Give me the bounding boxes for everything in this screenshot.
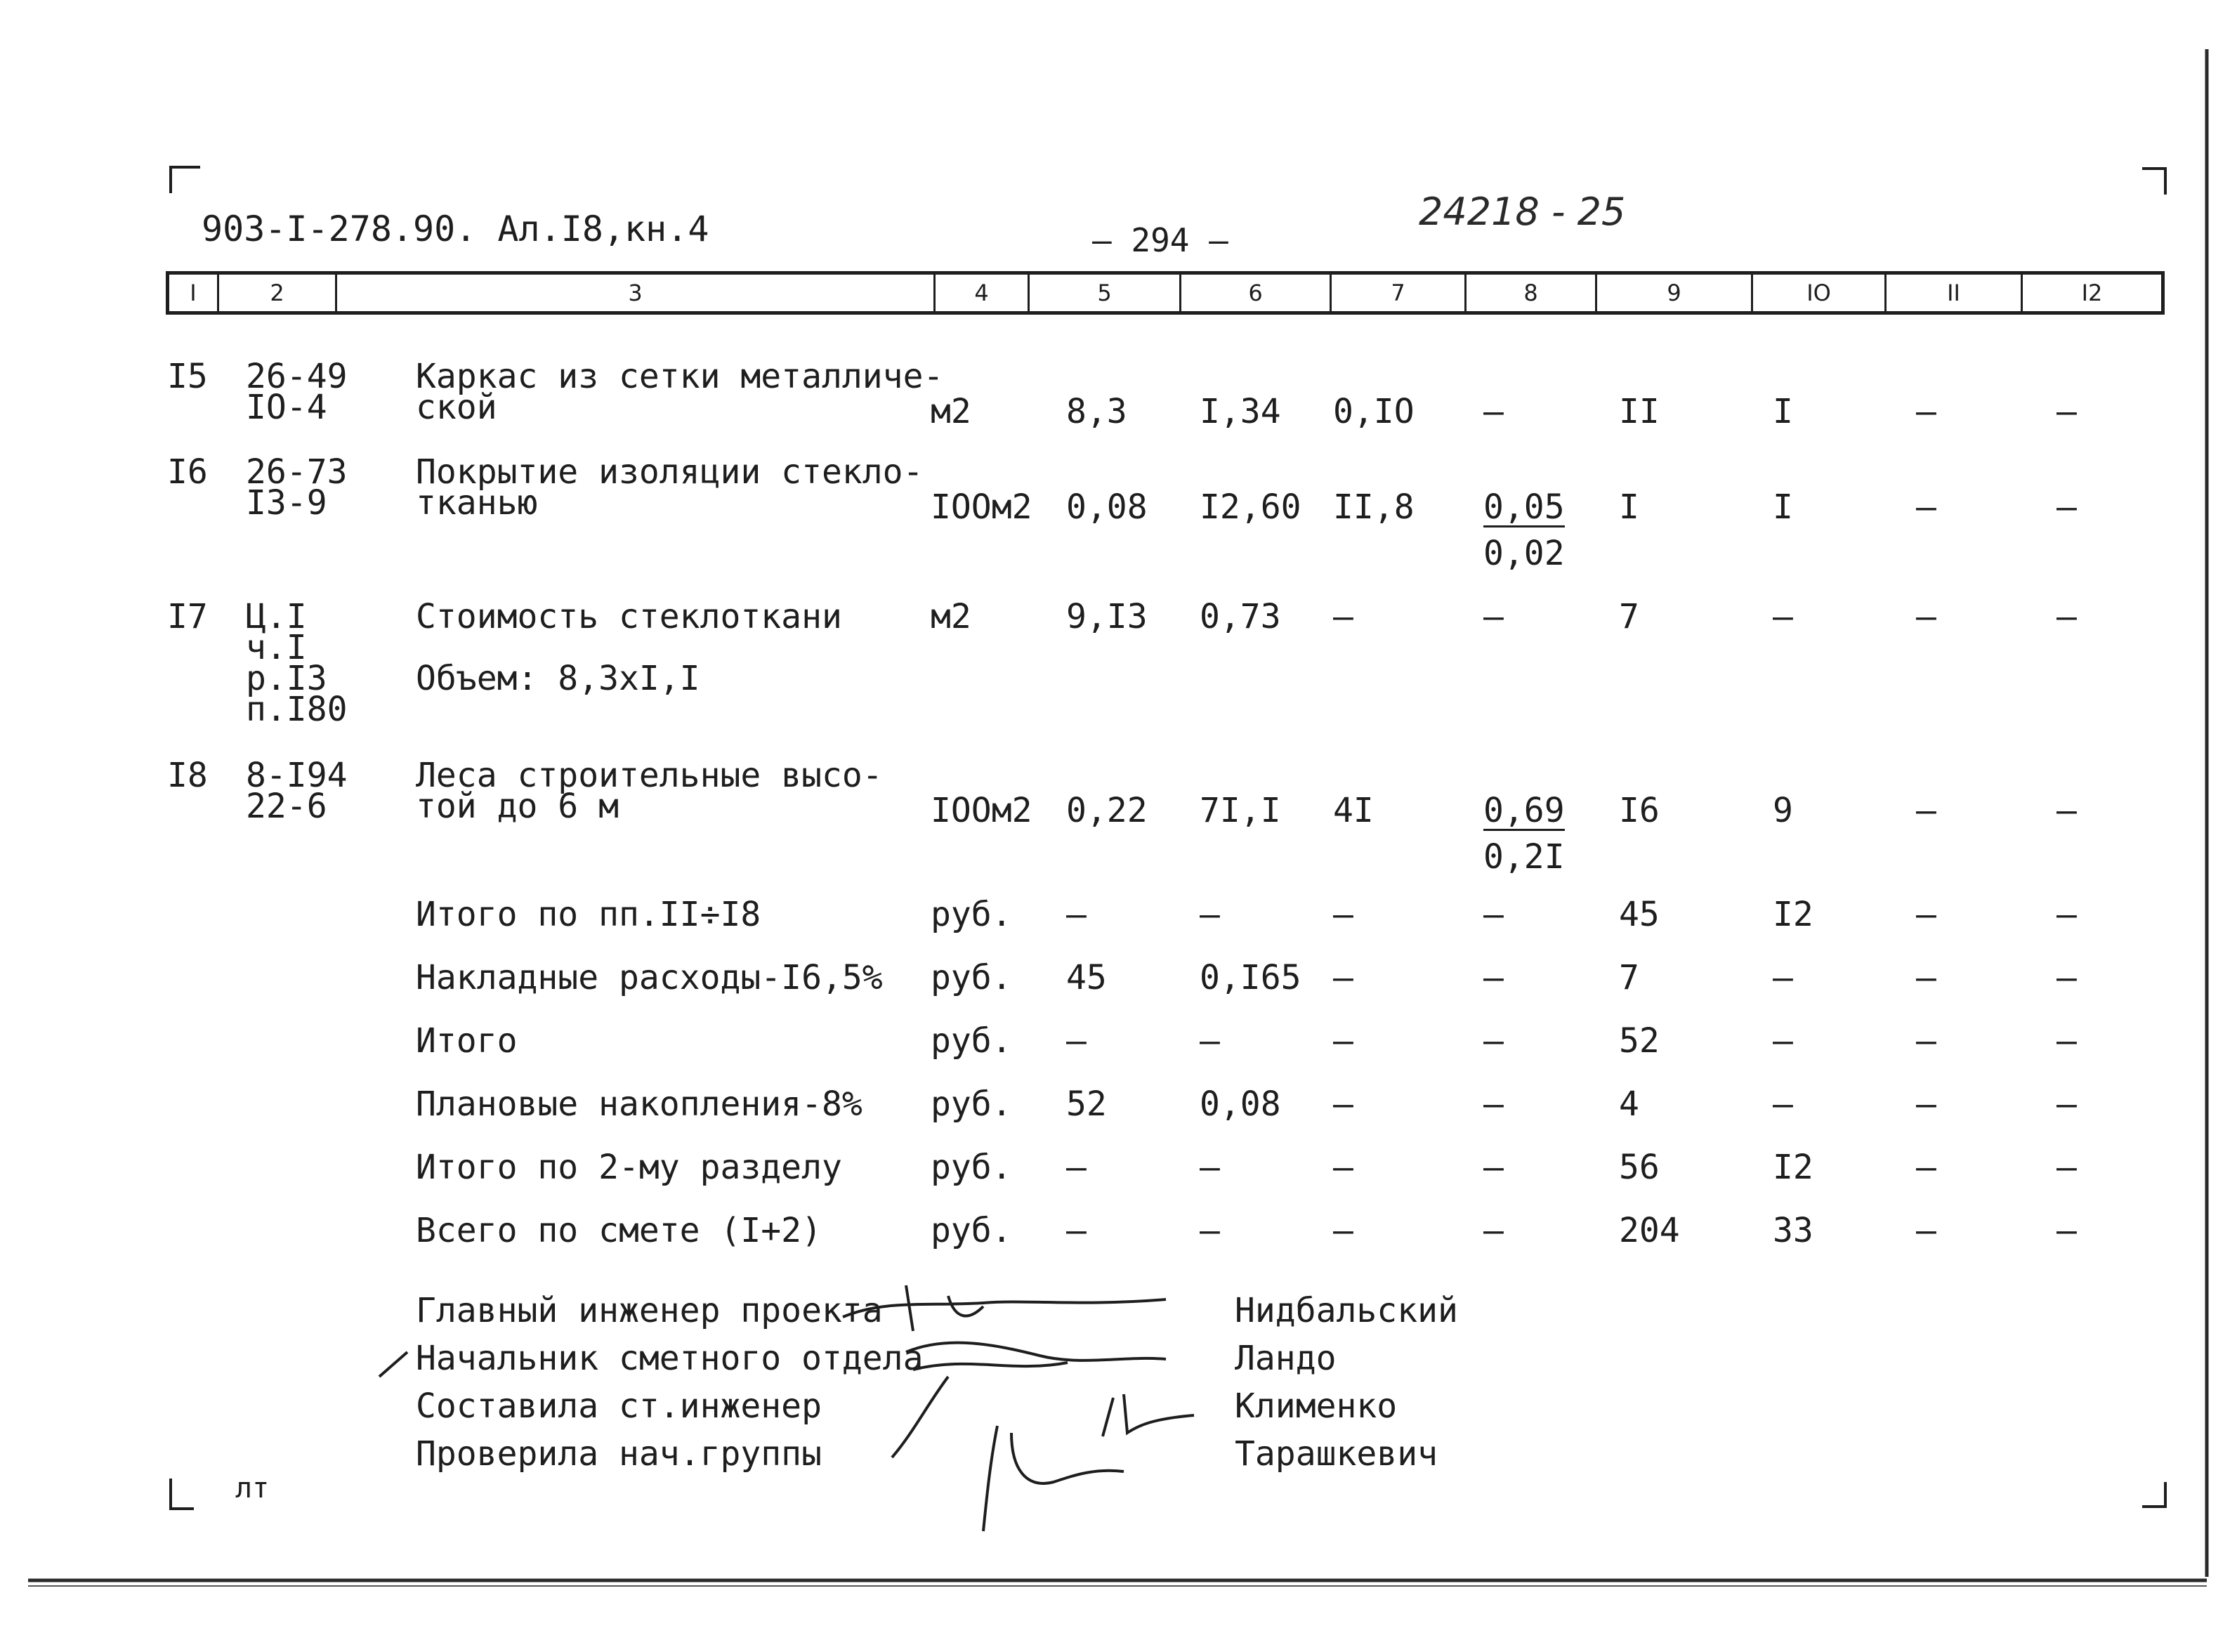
column-header: 8 [1464, 275, 1595, 311]
signature-role: Составила ст.инженер [416, 1386, 822, 1426]
value-col9: I [1619, 487, 1639, 527]
value-col7: 0,IO [1333, 392, 1415, 431]
column-header-row [166, 271, 2165, 315]
value-col12: – [2056, 487, 2077, 527]
value-col7: – [1333, 1084, 1353, 1124]
unit: руб. [931, 1084, 1012, 1124]
value-col6: 0,73 [1200, 597, 1281, 636]
value-col11: – [1916, 1021, 1936, 1061]
unit: м2 [931, 597, 971, 636]
norm-code: IO-4 [246, 388, 327, 427]
unit: руб. [931, 895, 1012, 934]
value-col10: I [1773, 392, 1793, 431]
column-header: I [190, 280, 197, 306]
value-col10: – [1773, 597, 1793, 636]
value-col12: – [2056, 1148, 2077, 1187]
value-col11: – [1916, 958, 1936, 997]
value-col9: 4 [1619, 1084, 1639, 1124]
unit: руб. [931, 1021, 1012, 1061]
unit: руб. [931, 1148, 1012, 1187]
value-col11: – [1916, 1211, 1936, 1250]
value-col9: 7 [1619, 958, 1639, 997]
value-col12: – [2056, 791, 2077, 830]
value-col5: 45 [1066, 958, 1107, 997]
value-col5: 0,08 [1066, 487, 1148, 527]
unit: IOOм2 [931, 487, 1032, 527]
value-col11: – [1916, 1084, 1936, 1124]
value-col8-numerator: 0,69 [1483, 791, 1565, 830]
value-col10: 9 [1773, 791, 1793, 830]
norm-code: р.I3 [246, 659, 327, 698]
value-col8: – [1483, 1148, 1504, 1187]
value-col10: – [1773, 1021, 1793, 1061]
totals-label: Накладные расходы-I6,5% [416, 958, 883, 997]
value-col11: – [1916, 392, 1936, 431]
value-col11: – [1916, 791, 1936, 830]
value-col6: 7I,I [1200, 791, 1281, 830]
value-col8-numerator: 0,05 [1483, 487, 1565, 527]
value-col10: I2 [1773, 1148, 1813, 1187]
value-col9: II [1619, 392, 1660, 431]
totals-label: Итого по пп.II÷I8 [416, 895, 761, 934]
norm-code: 22-6 [246, 787, 327, 826]
value-col12: – [2056, 1211, 2077, 1250]
value-col9: 204 [1619, 1211, 1680, 1250]
norm-code: ч.I [246, 628, 307, 667]
value-col9: 52 [1619, 1021, 1660, 1061]
value-col12: – [2056, 958, 2077, 997]
value-col7: 4I [1333, 791, 1374, 830]
norm-code: п.I80 [246, 690, 348, 729]
corner-mark-bottom-right [2142, 1482, 2165, 1507]
signature-name: Клименко [1235, 1386, 1398, 1426]
value-col9: 56 [1619, 1148, 1660, 1187]
value-col5: – [1066, 1211, 1087, 1250]
value-col5: 8,3 [1066, 392, 1127, 431]
value-col8: – [1483, 392, 1504, 431]
value-col6: – [1200, 1148, 1220, 1187]
document-code: 903-I-278.90. Ал.I8,кн.4 [202, 209, 709, 249]
value-col10: 33 [1773, 1211, 1813, 1250]
work-name: тканью [416, 483, 538, 523]
norm-code: 26-73 [246, 452, 348, 492]
value-col11: – [1916, 597, 1936, 636]
handwritten-number: 24218 - 25 [1419, 190, 1626, 234]
page-number: — 294 — [1092, 221, 1228, 259]
norm-code: Ц.I [246, 597, 307, 636]
value-col11: – [1916, 487, 1936, 527]
value-col8: – [1483, 1084, 1504, 1124]
value-col7: – [1333, 1021, 1353, 1061]
value-col6: I2,60 [1200, 487, 1301, 527]
value-col10: – [1773, 1084, 1793, 1124]
row-number: I7 [167, 597, 208, 636]
value-col5: – [1066, 1148, 1087, 1187]
value-col7: – [1333, 597, 1353, 636]
column-header: 9 [1595, 275, 1751, 311]
corner-mark-bottom-left [171, 1479, 194, 1509]
value-col9: 45 [1619, 895, 1660, 934]
signature-name: Тарашкевич [1235, 1434, 1438, 1474]
unit: руб. [931, 958, 1012, 997]
value-col12: – [2056, 895, 2077, 934]
value-col6: 0,I65 [1200, 958, 1301, 997]
totals-label: Итого по 2-му разделу [416, 1148, 842, 1187]
work-name: ской [416, 388, 497, 427]
value-col11: – [1916, 1148, 1936, 1187]
volume-note: Объем: 8,3хI,I [416, 659, 700, 698]
column-header: I2 [2021, 275, 2161, 311]
signature-name: Нидбальский [1235, 1291, 1458, 1330]
value-col7: – [1333, 895, 1353, 934]
work-name: Леса строительные высо- [416, 756, 883, 795]
column-header: IO [1751, 275, 1884, 311]
totals-label: Плановые накопления-8% [416, 1084, 862, 1124]
norm-code: I3-9 [246, 483, 327, 523]
norm-code: 26-49 [246, 357, 348, 396]
value-col8: – [1483, 958, 1504, 997]
work-name: Покрытие изоляции стекло- [416, 452, 924, 492]
totals-label: Итого [416, 1021, 518, 1061]
value-col7: – [1333, 1148, 1353, 1187]
value-col9: I6 [1619, 791, 1660, 830]
column-header: 5 [1028, 275, 1179, 311]
value-col8: – [1483, 895, 1504, 934]
value-col5: 9,I3 [1066, 597, 1148, 636]
footer-mark: лт [235, 1472, 270, 1504]
value-col12: – [2056, 1021, 2077, 1061]
column-header: 6 [1179, 275, 1330, 311]
unit: м2 [931, 392, 971, 431]
column-header: II [1884, 275, 2021, 311]
unit: руб. [931, 1211, 1012, 1250]
value-col8: – [1483, 597, 1504, 636]
value-col5: 0,22 [1066, 791, 1148, 830]
column-header: 4 [933, 275, 1028, 311]
corner-mark-top-left [171, 167, 200, 193]
signature-name: Ландо [1235, 1339, 1337, 1378]
row-number: I5 [167, 357, 208, 396]
row-number: I8 [167, 756, 208, 795]
value-col6: – [1200, 1021, 1220, 1061]
work-name: Стоимость стеклоткани [416, 597, 842, 636]
value-col10: – [1773, 958, 1793, 997]
column-header: 3 [335, 275, 933, 311]
value-col6: 0,08 [1200, 1084, 1281, 1124]
column-header: 7 [1330, 275, 1464, 311]
work-name: Каркас из сетки металличе- [416, 357, 944, 396]
totals-label: Всего по смете (I+2) [416, 1211, 822, 1250]
unit: IOOм2 [931, 791, 1032, 830]
value-col12: – [2056, 392, 2077, 431]
value-col10: I2 [1773, 895, 1813, 934]
value-col6: I,34 [1200, 392, 1281, 431]
value-col8-denominator: 0,02 [1483, 534, 1565, 573]
signature-role: Начальник сметного отдела [416, 1339, 924, 1378]
corner-mark-top-right [2142, 169, 2165, 195]
signature-role: Главный инженер проекта [416, 1291, 883, 1330]
value-col7: – [1333, 958, 1353, 997]
value-col7: II,8 [1333, 487, 1415, 527]
value-col5: 52 [1066, 1084, 1107, 1124]
value-col12: – [2056, 1084, 2077, 1124]
value-col8: – [1483, 1211, 1504, 1250]
row-number: I6 [167, 452, 208, 492]
value-col11: – [1916, 895, 1936, 934]
value-col10: I [1773, 487, 1793, 527]
value-col5: – [1066, 895, 1087, 934]
value-col7: – [1333, 1211, 1353, 1250]
norm-code: 8-I94 [246, 756, 348, 795]
work-name: той до 6 м [416, 787, 619, 826]
value-col8-denominator: 0,2I [1483, 837, 1565, 877]
signature-role: Проверила нач.группы [416, 1434, 822, 1474]
value-col5: – [1066, 1021, 1087, 1061]
value-col12: – [2056, 597, 2077, 636]
value-col6: – [1200, 1211, 1220, 1250]
value-col9: 7 [1619, 597, 1639, 636]
value-col6: – [1200, 895, 1220, 934]
column-header: 2 [217, 275, 335, 311]
value-col8: – [1483, 1021, 1504, 1061]
